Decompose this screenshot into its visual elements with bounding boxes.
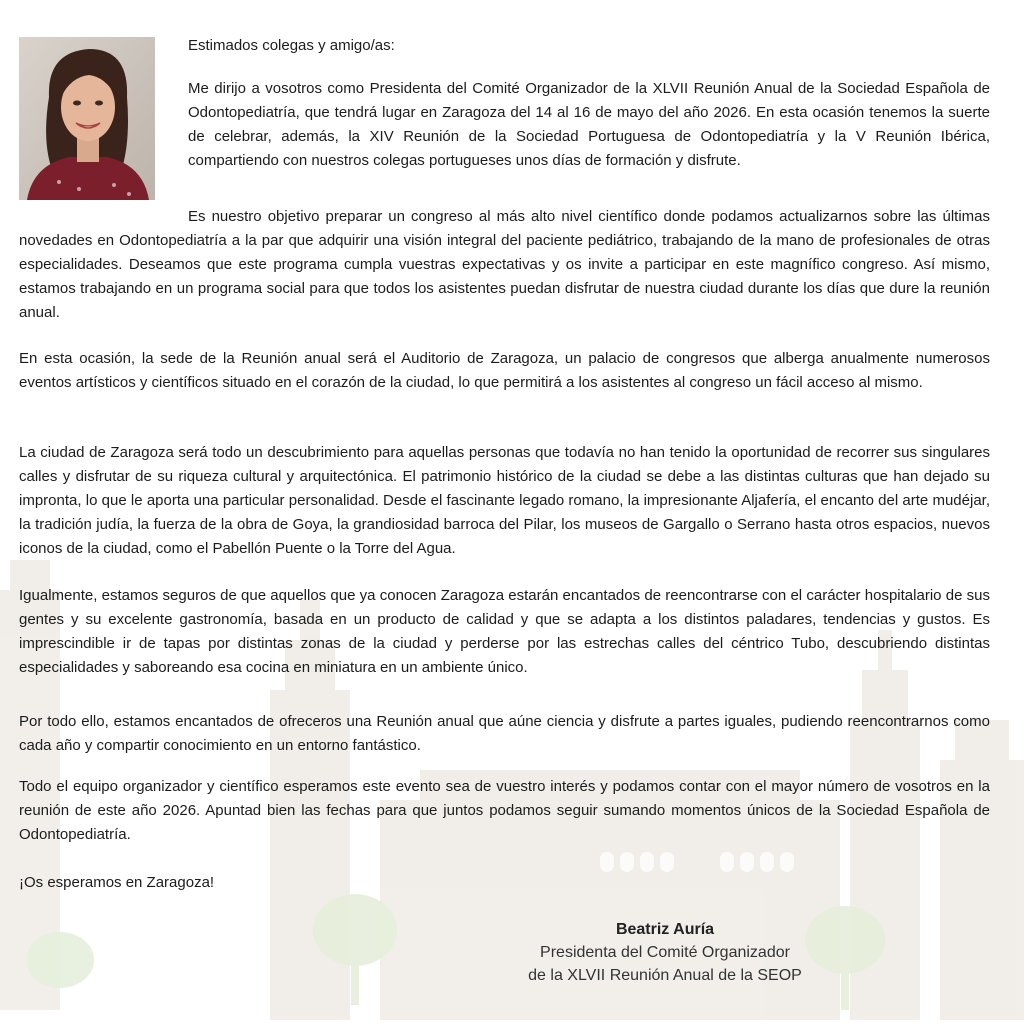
- letter-paragraph-1: Me dirijo a vosotros como Presidenta del Comité Organizador de la XLVII Reunión Anual de la Sociedad Española de Odontopediatría, que tendrá lugar en Zaragoza del 14 al 16 de mayo del año 2026. En esta ocasión tenemos la suerte de celebrar, además, la XIV Reunión de la Sociedad Portuguesa de Odontopediatría y la V Reunión Ibérica, compartiendo con nuestros colegas portugueses unos días de formación y disfrute.: [188, 80, 990, 169]
- author-photo: [19, 37, 155, 200]
- signature-role-line-2: de la XLVII Reunión Anual de la SEOP: [528, 967, 802, 984]
- signature-role-line-1: Presidenta del Comité Organizador: [540, 944, 790, 961]
- letter-paragraph-5: Igualmente, estamos seguros de que aquellos que ya conocen Zaragoza estarán encantados de reencontrarse con el carácter hospitalario de sus gentes y su excelente gastronomía, basada en un producto de calidad y que se adapta a los distintos paladares, tendencias y gustos. Es imprescindible ir de tapas por distintas zonas de la ciudad y perderse por las estrechas calles del céntrico Tubo, descubriendo distintas especialidades y saboreando esa cocina en miniatura en un ambiente único.: [19, 587, 990, 676]
- letter-paragraph-4: La ciudad de Zaragoza será todo un descubrimiento para aquellas personas que todavía no han tenido la oportunidad de recorrer sus singulares calles y disfrutar de su riqueza cultural y arquitectónica. El patrimonio histórico de la ciudad se debe a las distintas culturas que han dejado su impronta, lo que le aporta una particular personalidad. Desde el fascinante legado romano, la impresionante Aljafería, el encanto del arte mudéjar, la tradición judía, la fuerza de la obra de Goya, la grandiosidad barroca del Pilar, los museos de Gargallo o Serrano hasta otros espacios, nuevos iconos de la ciudad, como el Pabellón Puente o la Torre del Agua.: [19, 444, 990, 557]
- letter-paragraph-7: Todo el equipo organizador y científico esperamos este evento sea de vuestro interés y podamos contar con el mayor número de vosotros en la reunión de este año 2026. Apuntad bien las fechas para que juntos podamos seguir sumando momentos únicos de la Sociedad Española de Odontopediatría.: [19, 778, 990, 843]
- letter-paragraph-2: Es nuestro objetivo preparar un congreso al más alto nivel científico donde podamos actualizarnos sobre las últimas novedades en Odontopediatría a la par que adquirir una visión integral del paciente pediátrico, trabajando de la mano de profesionales de otras especialidades. Deseamos que este programa cumpla vuestras expectativas y os invite a participar en este magnífico congreso. Así mismo, estamos trabajando en un programa social para que todos los asistentes puedan disfrutar de nuestra ciudad durante los días que dure la reunión anual.: [19, 208, 990, 321]
- portrait-illustration: [19, 37, 155, 200]
- letter-paragraph-3: En esta ocasión, la sede de la Reunión anual será el Auditorio de Zaragoza, un palacio de congresos que alberga anualmente numerosos eventos artísticos y científicos situado en el corazón de la ciudad, lo que permitirá a los asistentes al congreso un fácil acceso al mismo.: [19, 350, 990, 391]
- signature-name: Beatriz Auría: [615, 921, 715, 938]
- letter-paragraph-6: Por todo ello, estamos encantados de ofreceros una Reunión anual que aúne ciencia y disfrute a partes iguales, pudiendo reencontrarnos como cada año y compartir conocimiento en un entorno fantástico.: [19, 713, 990, 754]
- letter-closing: ¡Os esperamos en Zaragoza!: [19, 874, 215, 891]
- letter-greeting: Estimados colegas y amigo/as:: [188, 37, 395, 54]
- signature-block: [470, 918, 860, 987]
